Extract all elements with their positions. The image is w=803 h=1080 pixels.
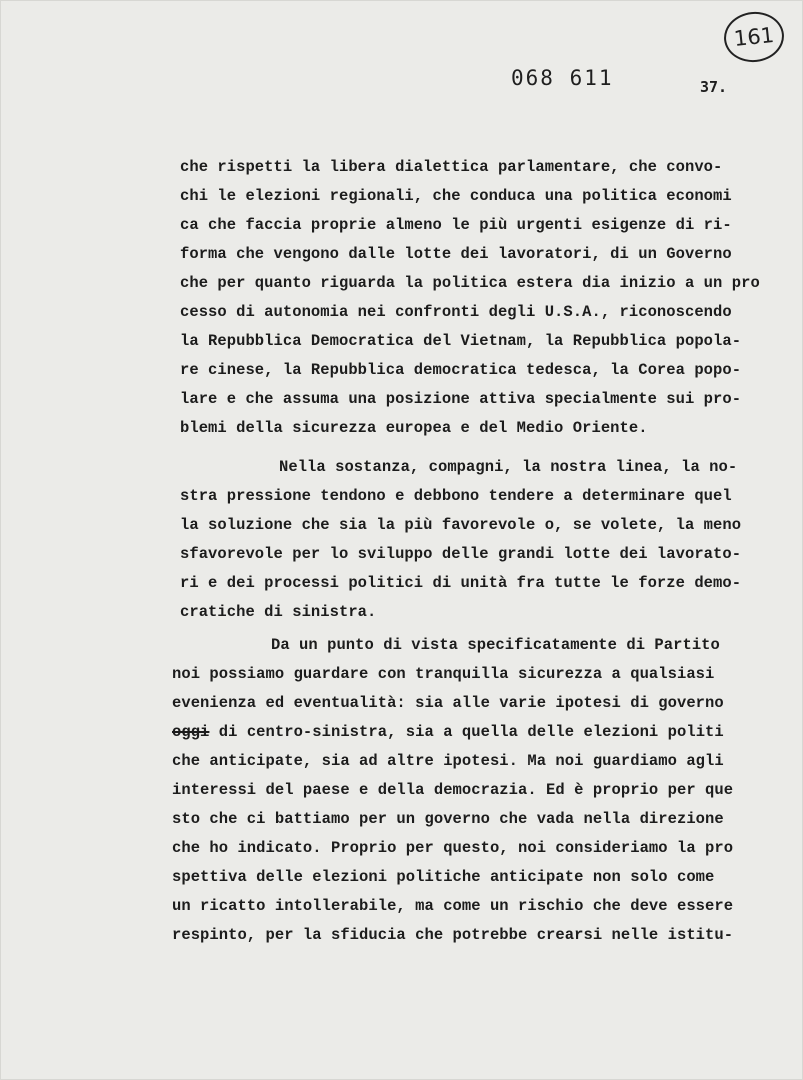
text-line: re cinese, la Repubblica democratica tedesca, la Corea popo- xyxy=(180,361,742,379)
text-line: Nella sostanza, compagni, la nostra linea, la no- xyxy=(279,458,738,476)
text-line: la Repubblica Democratica del Vietnam, la Repubblica popola- xyxy=(180,332,742,350)
text-line: cratiche di sinistra. xyxy=(180,603,377,621)
struck-word: oggi xyxy=(172,723,210,741)
text-line: lare e che assuma una posizione attiva specialmente sui pro- xyxy=(180,390,742,408)
text-line: forma che vengono dalle lotte dei lavoratori, di un Governo xyxy=(180,245,732,263)
text-line: un ricatto intollerabile, ma come un rischio che deve essere xyxy=(172,897,734,915)
text-line: che ho indicato. Proprio per questo, noi consideriamo la pro xyxy=(172,839,734,857)
text-line: spettiva delle elezioni politiche anticipate non solo come xyxy=(172,868,715,886)
text-line: sto che ci battiamo per un governo che vada nella direzione xyxy=(172,810,724,828)
text-line: blemi della sicurezza europea e del Medio Oriente. xyxy=(180,419,648,437)
text-line: Da un punto di vista specificatamente di Partito xyxy=(271,636,720,654)
page-stamp-text: 161 xyxy=(732,22,776,52)
text-line: interessi del paese e della democrazia. Ed è proprio per que xyxy=(172,781,734,799)
page-stamp xyxy=(722,9,787,65)
text-line: che per quanto riguarda la politica estera dia inizio a un pro xyxy=(180,274,760,292)
text-line: cesso di autonomia nei confronti degli U.S.A., riconoscendo xyxy=(180,303,732,321)
text-line: ca che faccia proprie almeno le più urgenti esigenze di ri- xyxy=(180,216,732,234)
document-number: 068 611 xyxy=(511,66,614,90)
page-number: 37. xyxy=(700,78,728,96)
text-line: la soluzione che sia la più favorevole o, se volete, la meno xyxy=(180,516,742,534)
text-line: respinto, per la sfiducia che potrebbe crearsi nelle istitu- xyxy=(172,926,734,944)
text-line: ri e dei processi politici di unità fra tutte le forze demo- xyxy=(180,574,742,592)
text-line: evenienza ed eventualità: sia alle varie ipotesi di governo xyxy=(172,694,724,712)
text-line: noi possiamo guardare con tranquilla sicurezza a qualsiasi xyxy=(172,665,715,683)
text-line: chi le elezioni regionali, che conduca una politica economi xyxy=(180,187,732,205)
text-line: che rispetti la libera dialettica parlamentare, che convo- xyxy=(180,158,723,176)
text-line: stra pressione tendono e debbono tendere a determinare quel xyxy=(180,487,732,505)
text-line: sfavorevole per lo sviluppo delle grandi lotte dei lavorato- xyxy=(180,545,742,563)
text-line: che anticipate, sia ad altre ipotesi. Ma noi guardiamo agli xyxy=(172,752,724,770)
text-line-rest: di centro-sinistra, sia a quella delle elezioni politi xyxy=(218,723,724,741)
text-line-struck-word xyxy=(172,723,724,741)
